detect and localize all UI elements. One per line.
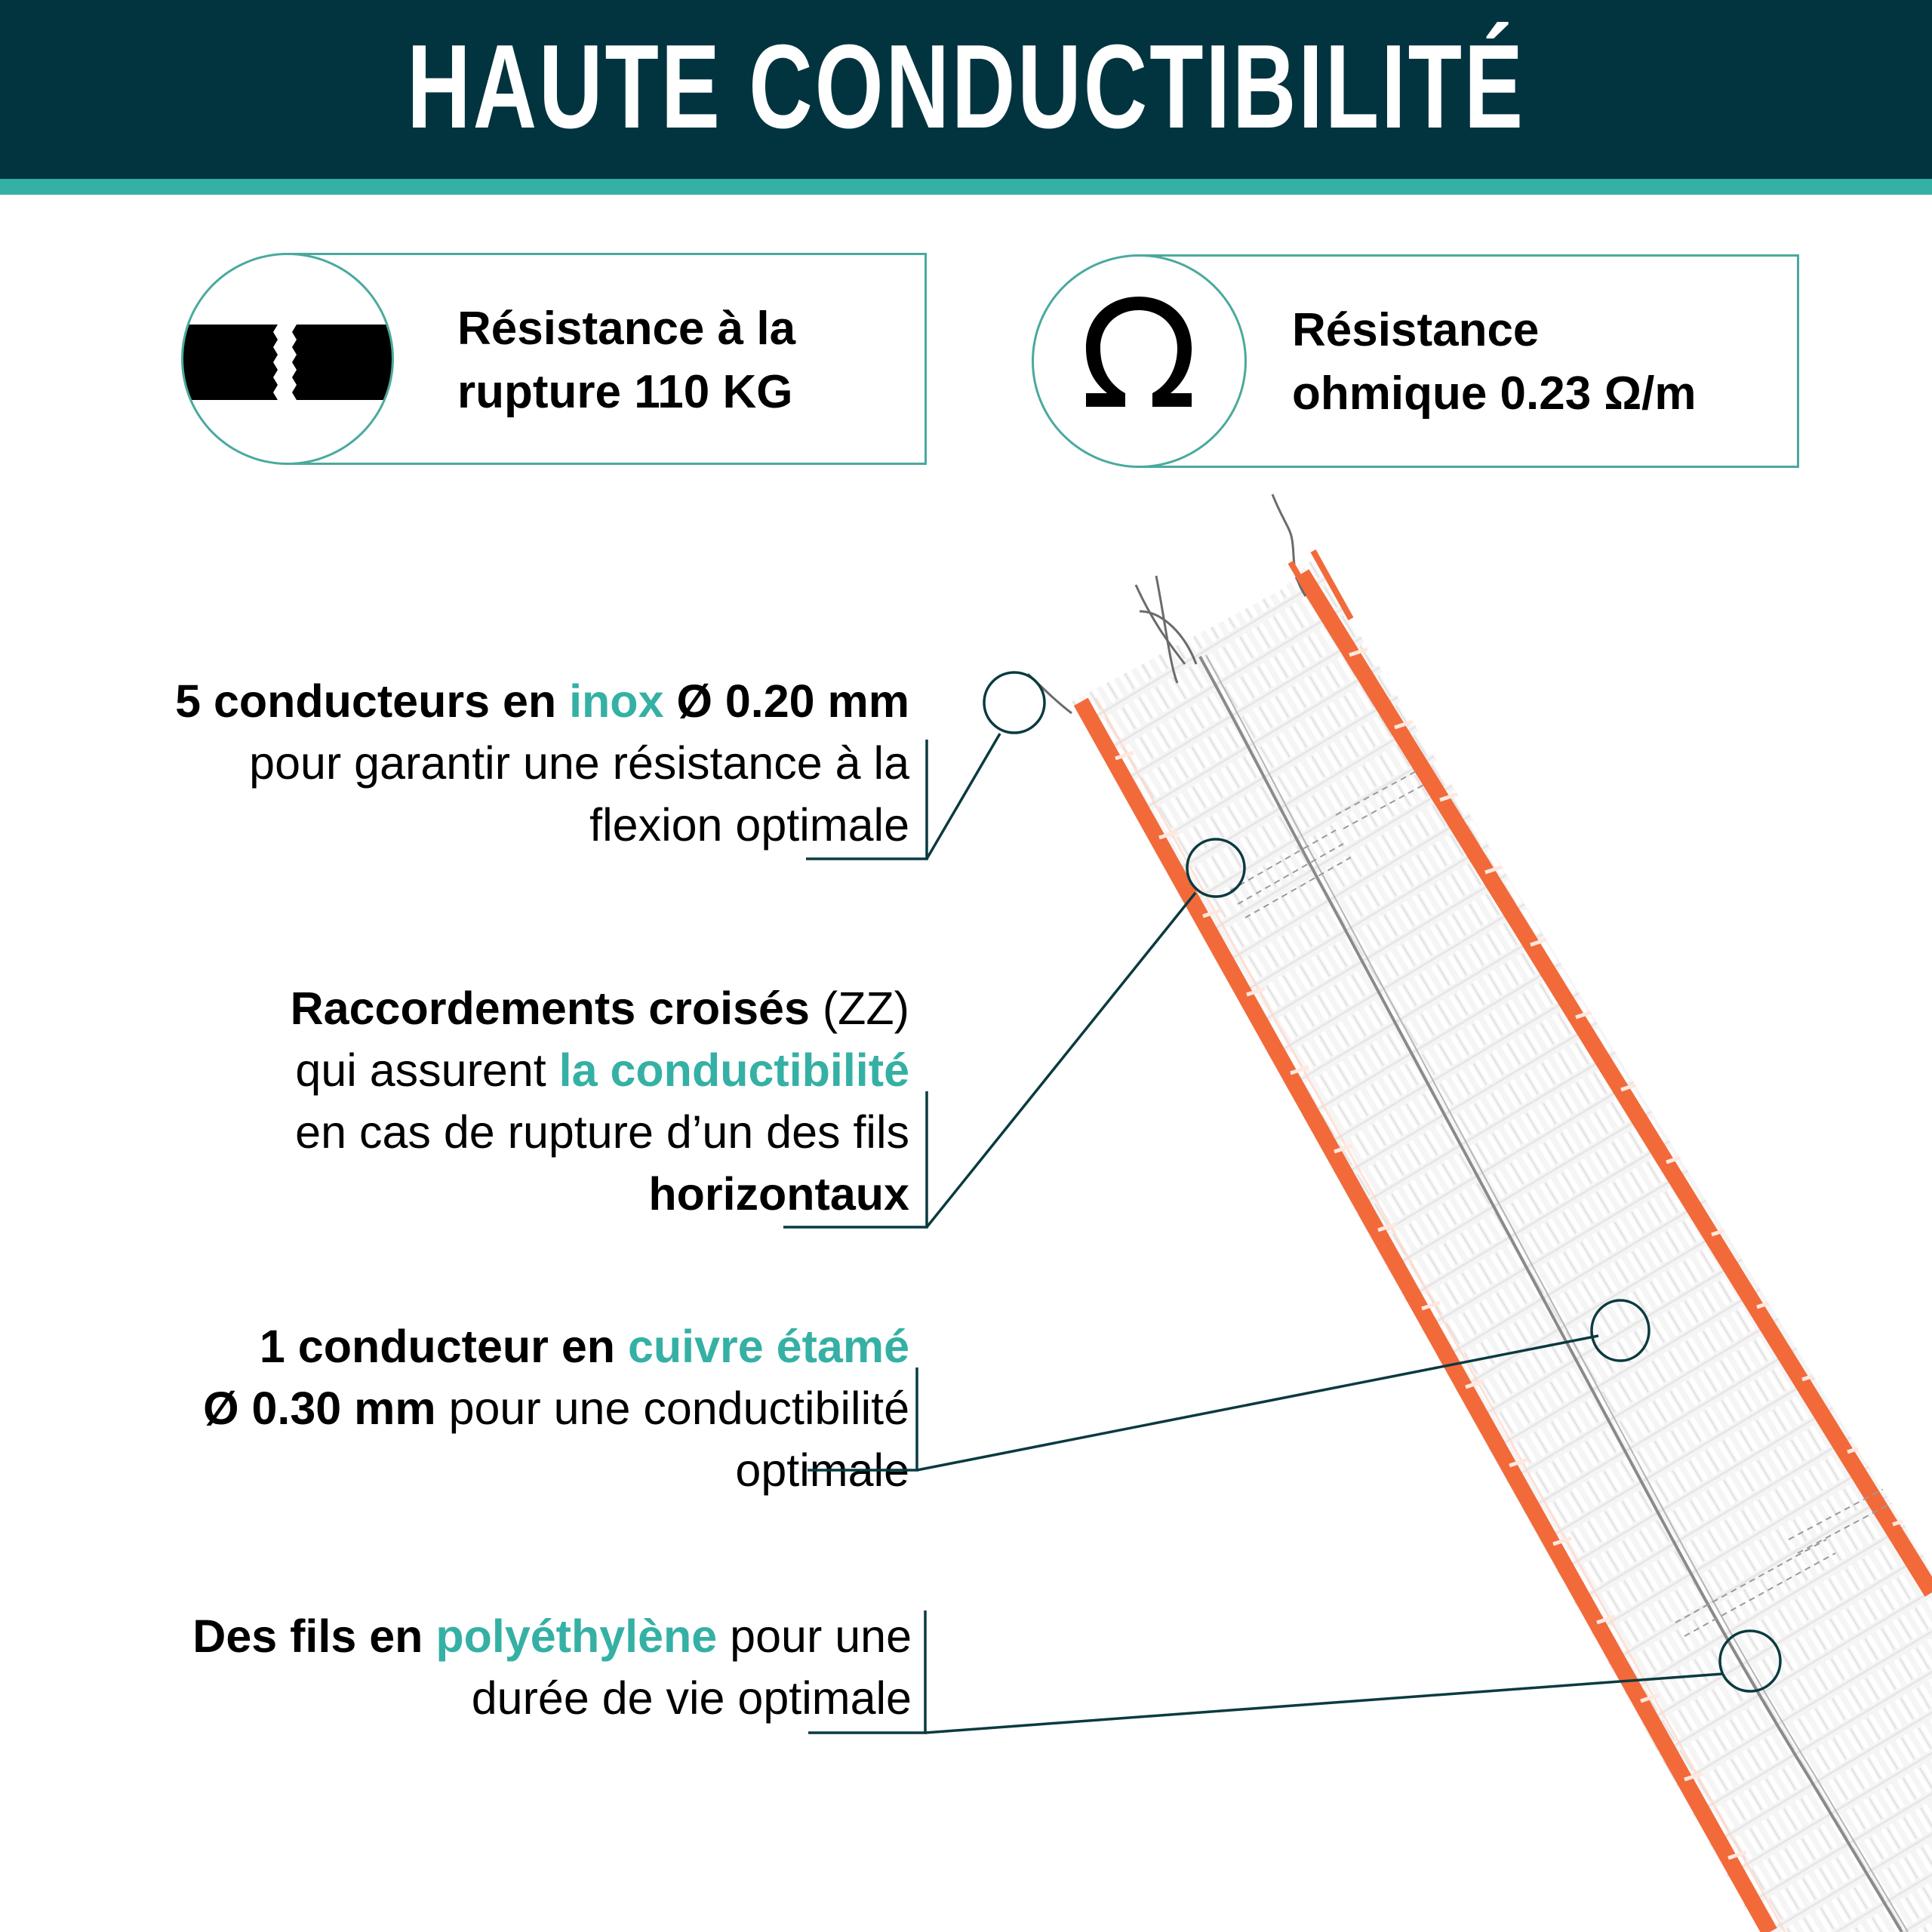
tape-body <box>1072 558 1932 1932</box>
callout-line-3: flexion optimale <box>589 799 909 851</box>
callout-line-2: durée de vie optimale <box>471 1672 912 1724</box>
callout-line-3: optimale <box>735 1444 909 1496</box>
callout-stainless-conductors <box>175 670 909 856</box>
callout-line-1: Raccordements croisés (ZZ) <box>290 983 909 1034</box>
feature-line-1: Résistance à la <box>457 303 796 355</box>
page-title: HAUTE CONDUCTIBILITÉ <box>407 20 1525 153</box>
callout-cross-connections <box>291 977 909 1225</box>
feature-line-1: Résistance <box>1292 304 1540 356</box>
callout-line-2: pour garantir une résistance à la <box>249 737 909 789</box>
callout-line-1: 1 conducteur en cuivre étamé <box>259 1321 909 1372</box>
callout-line-1: Des fils en polyéthylène pour une <box>192 1611 912 1662</box>
callout-line-1: 5 conducteurs en inox Ø 0.20 mm <box>175 675 909 727</box>
callout-tinned-copper <box>203 1315 909 1501</box>
feature-line-2: ohmique 0.23 Ω/m <box>1292 368 1697 420</box>
feature-line-2: rupture 110 KG <box>457 366 793 418</box>
callout-line-4: horizontaux <box>648 1168 909 1220</box>
callout-line-2: qui assurent la conductibilité <box>295 1044 909 1096</box>
callout-line-2: Ø 0.30 mm pour une conductibilité <box>203 1383 909 1434</box>
callout-polyethylene <box>192 1605 912 1729</box>
callout-line-3: en cas de rupture d’un des fils <box>295 1106 909 1158</box>
